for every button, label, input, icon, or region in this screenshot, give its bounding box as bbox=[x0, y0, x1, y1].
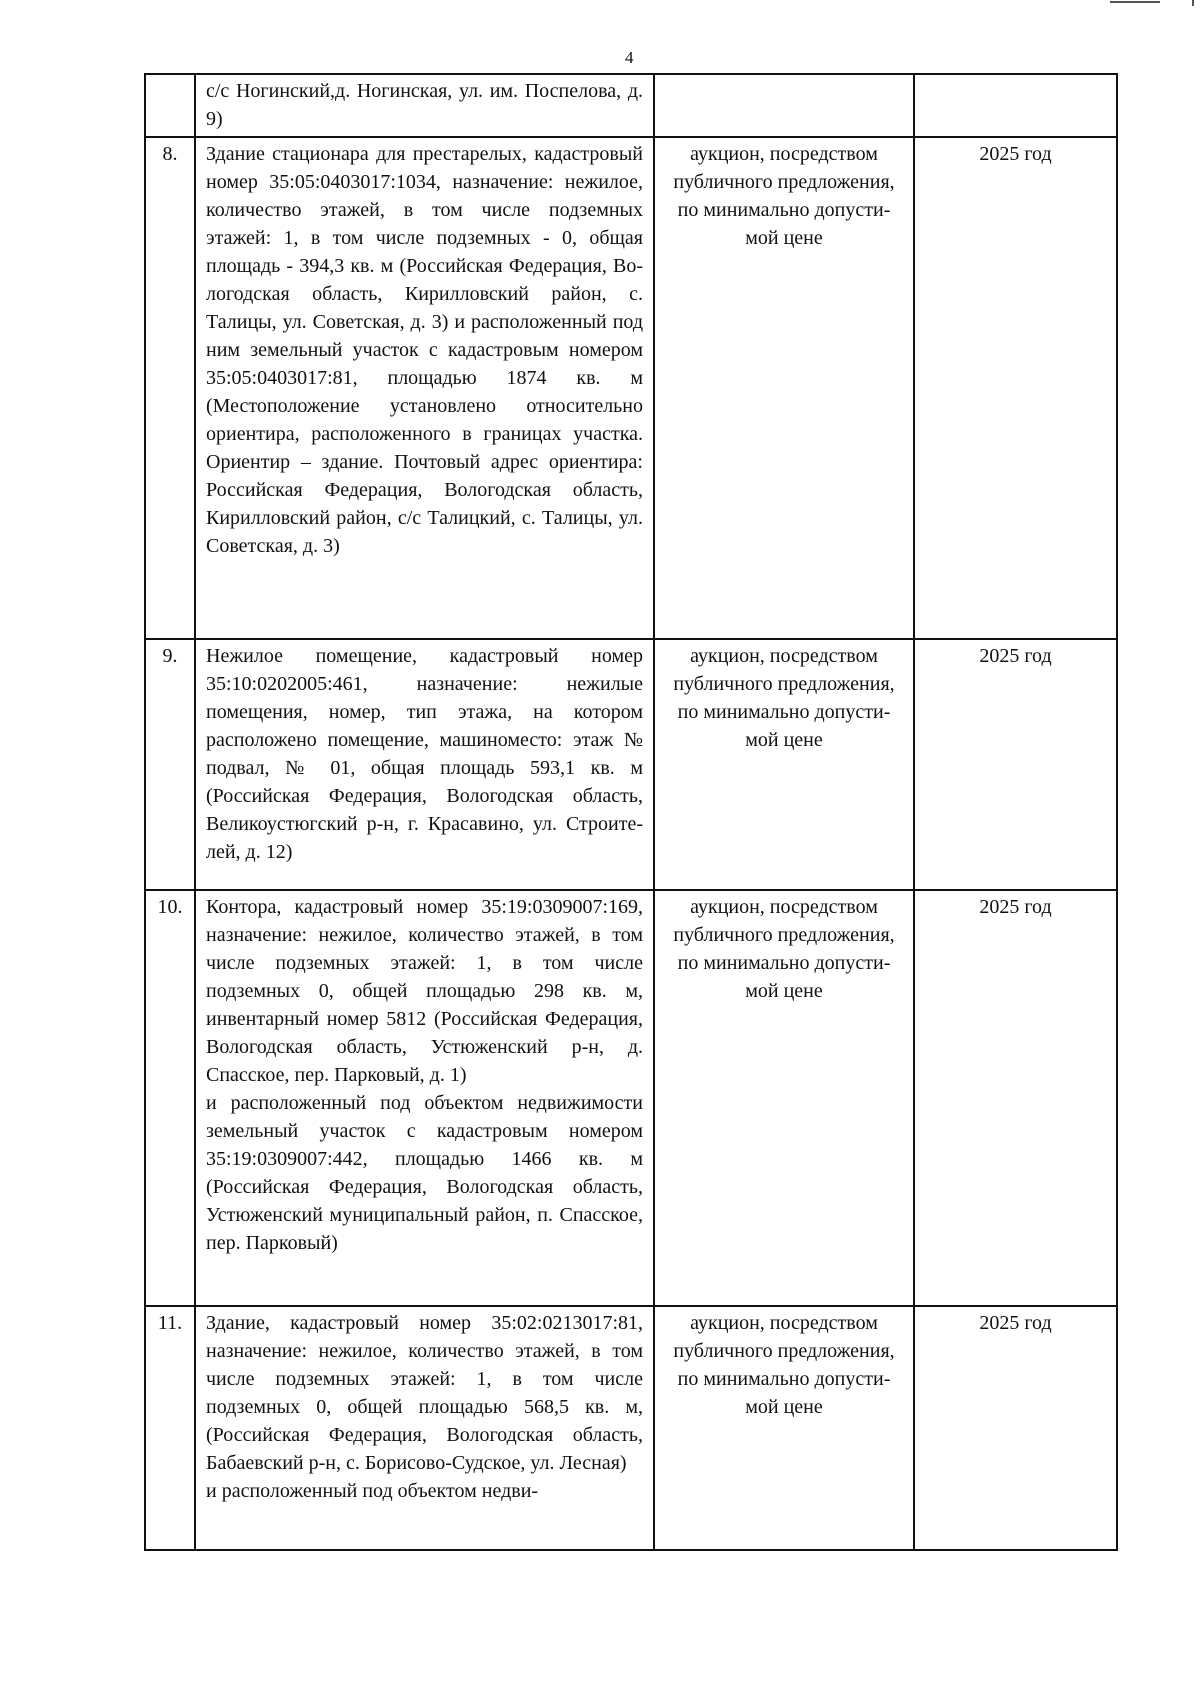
description-paragraph: с/с Ногинский,д. Ногинская, ул. им. Поспелова, д. 9) bbox=[206, 80, 643, 130]
page-number: 4 bbox=[625, 48, 634, 67]
description-paragraph: и расположенный под объектом недвижимости земельный участок с кадастровым номером 35:19:0309007:442, площадью 1466 кв. м (Российская Федерация, Вологодская область, Устюженский муниципальный район, п. Спасское, пер. Парковый) bbox=[206, 1092, 643, 1254]
property-table-body bbox=[145, 74, 1117, 1550]
sale-year: 2025 год bbox=[914, 639, 1117, 890]
scan-mark bbox=[1110, 1, 1160, 3]
description-paragraph: Здание, кадастровый номер 35:02:0213017:81, назначение: нежилое, количество этажей, в том числе подземных этажей: 1, в том числе подземных 0, общей площадью 568,5 кв. м, (Российская Федерация, Вологодская область, Бабаевский р-н, с. Борисово-Судское, ул. Лесная) bbox=[206, 1312, 643, 1474]
scan-mark bbox=[1192, 0, 1194, 6]
sale-year: 2025 год bbox=[914, 137, 1117, 639]
row-number: 10. bbox=[145, 890, 195, 1306]
row-number: 11. bbox=[145, 1306, 195, 1550]
description-paragraph: Нежилое помещение, кадастровый номер 35:10:0202005:461, назначение: нежилые помещения, номер, тип этажа, на котором расположено помещение, машиноместо: этаж № подвал, № 01, общая площадь 593,1 кв. м (Российская Федерация, Вологодская область, Великоустюгский р-н, г. Красавино, ул. Строителей, д. 12) bbox=[206, 645, 643, 863]
row-number: 8. bbox=[145, 137, 195, 639]
table-row bbox=[145, 890, 1117, 1306]
table-row bbox=[145, 137, 1117, 639]
row-description bbox=[195, 639, 654, 890]
row-description bbox=[195, 74, 654, 137]
row-description bbox=[195, 890, 654, 1306]
sale-method bbox=[654, 74, 914, 137]
sale-year: 2025 год bbox=[914, 1306, 1117, 1550]
sale-method: аукцион, посредством публичного предложения, по минимально допустимой цене bbox=[654, 639, 914, 890]
sale-method: аукцион, посредством публичного предложения, по минимально допустимой цене bbox=[654, 137, 914, 639]
property-table bbox=[144, 73, 1118, 1551]
sale-year: 2025 год bbox=[914, 890, 1117, 1306]
sale-method: аукцион, посредством публичного предложения, по минимально допустимой цене bbox=[654, 1306, 914, 1550]
row-description bbox=[195, 1306, 654, 1550]
sale-year bbox=[914, 74, 1117, 137]
table-row bbox=[145, 639, 1117, 890]
sale-method: аукцион, посредством публичного предложения, по минимально допустимой цене bbox=[654, 890, 914, 1306]
scan-marks bbox=[1080, 0, 1200, 8]
description-paragraph: Контора, кадастровый номер 35:19:0309007:169, назначение: нежилое, количество этажей, в том числе подземных этажей: 1, в том числе подземных 0, общей площадью 298 кв. м, инвентарный номер 5812 (Российская Федерация, Вологодская область, Устюженский р-н, д. Спасское, пер. Парковый, д. 1) bbox=[206, 896, 643, 1086]
row-number: 9. bbox=[145, 639, 195, 890]
table-row bbox=[145, 74, 1117, 137]
description-paragraph: и расположенный под объектом недви- bbox=[206, 1480, 539, 1502]
table-row bbox=[145, 1306, 1117, 1550]
description-paragraph: Здание стационара для престарелых, кадастровый номер 35:05:0403017:1034, назначение: нежилое, количество этажей, в том числе подземных этажей: 1, в том числе подземных - 0, общая площадь - 394,3 кв. м (Российская Федерация, Вологодская область, Кирилловский район, с. Талицы, ул. Советская, д. 3) и расположенный под ним земельный участок с кадастровым номером 35:05:0403017:81, площадью 1874 кв. м (Местоположение установлено относительно ориентира, расположенного в границах участка. Ориентир – здание. Почтовый адрес ориентира: Российская Федерация, Вологодская область, Кирилловский район, с/с Талицкий, с. Талицы, ул. Советская, д. 3) bbox=[206, 143, 643, 557]
row-description bbox=[195, 137, 654, 639]
row-number bbox=[145, 74, 195, 137]
